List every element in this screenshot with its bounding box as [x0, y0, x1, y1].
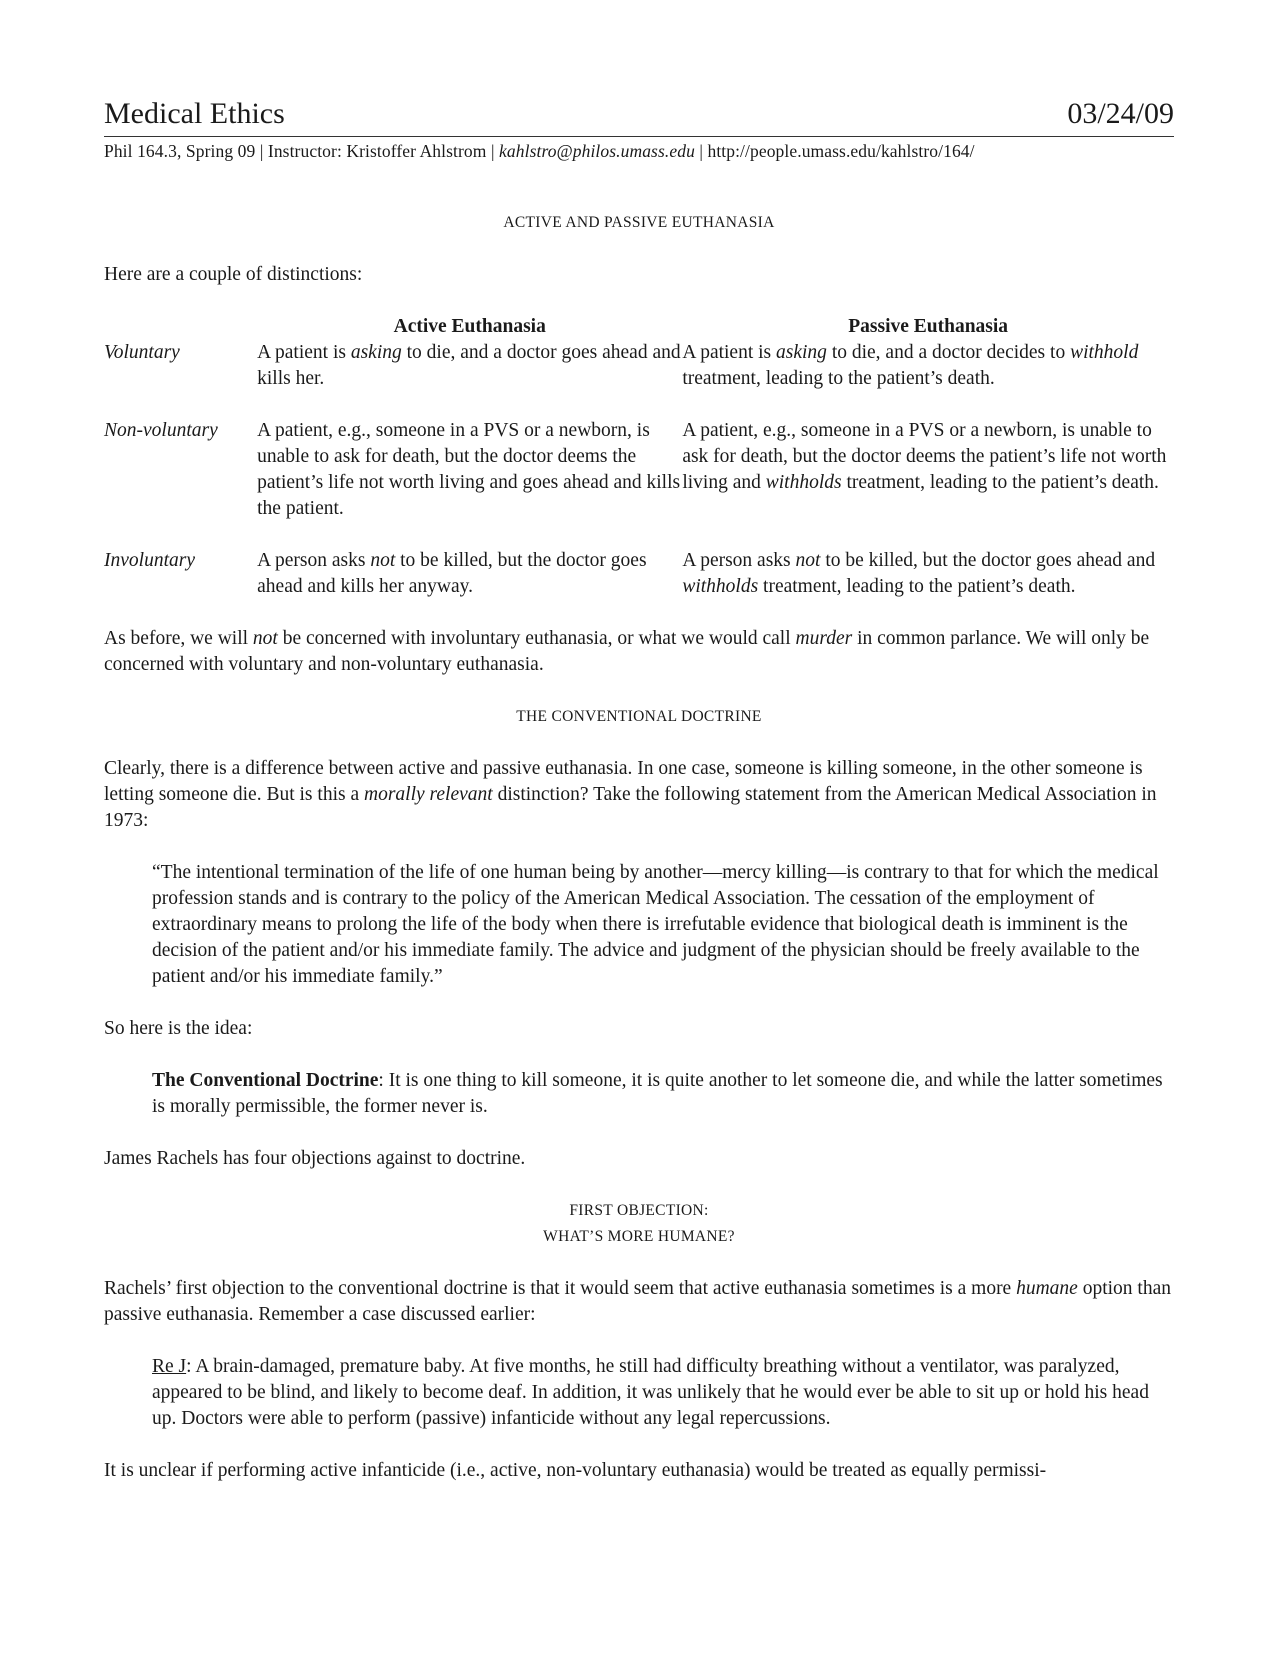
doctrine-term: The Conventional Doctrine [152, 1070, 379, 1091]
text-run: treatment, leading to the patient’s death. [841, 472, 1159, 493]
table-row-voluntary [104, 340, 1174, 392]
course-info-prefix: Phil 164.3, Spring 09 | Instructor: Kristoffer Ahlstrom | [104, 141, 500, 161]
table-header-row [104, 314, 1174, 340]
euthanasia-distinction-table [104, 314, 1174, 600]
table-spacer [104, 522, 1174, 548]
text-run: A patient is [682, 342, 777, 363]
page-header [104, 96, 1174, 162]
distinctions-intro: Here are a couple of distinctions: [104, 264, 363, 285]
case-re-j [152, 1354, 1174, 1432]
section-heading-conventional-doctrine: THE CONVENTIONAL DOCTRINE [516, 708, 762, 725]
row-label-voluntary: Voluntary [104, 342, 180, 363]
section-heading-more-humane: WHAT’S MORE HUMANE? [543, 1228, 735, 1245]
text-run: A patient is [257, 342, 351, 363]
table-corner [104, 314, 257, 340]
doctrine-definition [152, 1068, 1174, 1120]
cell-involuntary-active [257, 548, 682, 600]
emphasis: not [370, 550, 396, 571]
idea-intro: So here is the idea: [104, 1018, 253, 1039]
text-run: to be killed, but the doctor goes ahead and [820, 550, 1156, 571]
row-label-involuntary: Involuntary [104, 550, 195, 571]
cell-voluntary-passive [682, 340, 1174, 392]
text-run: be concerned with involuntary euthanasia, or what we would call [277, 628, 796, 649]
emphasis: not [252, 628, 278, 649]
col-header-passive: Passive Euthanasia [848, 316, 1009, 337]
emphasis: asking [776, 342, 827, 363]
text-run: to be killed, but the doctor goes ahead and kills her anyway. [257, 550, 647, 597]
course-info-suffix: | http://people.umass.edu/kahlstro/164/ [694, 141, 975, 161]
cell-non-voluntary-active: A patient, e.g., someone in a PVS or a newborn, is unable to ask for death, but the doctor deems the patient’s life not worth living and goes ahead and kills the patient. [257, 420, 681, 519]
text-run: A patient, e.g., someone in a PVS or a newborn, is unable to ask for death, but the doctor deems the patient’s life not worth living and [682, 420, 1167, 493]
text-run: A person asks [682, 550, 796, 571]
text-run: Rachels’ first objection to the conventional doctrine is that it would seem that active euthanasia sometimes is a more [104, 1278, 1017, 1299]
cell-involuntary-passive [682, 548, 1174, 600]
text-run: distinction? Take the following statement from the American Medical Association in 1973: [104, 784, 1157, 831]
emphasis: humane [1016, 1278, 1078, 1299]
instructor-email: kahlstro@philos.umass.edu [499, 141, 695, 161]
active-infanticide-paragraph: It is unclear if performing active infanticide (i.e., active, non-voluntary euthanasia) would be treated as equally permissi- [104, 1460, 1047, 1481]
emphasis: withholds [765, 472, 842, 493]
emphasis: asking [350, 342, 402, 363]
ama-quote: “The intentional termination of the life of one human being by another—mercy killing—is contrary to that for which the medical profession stands and is contrary to the policy of the American Medical Association. The cessation of the employment of extraordinary means to prolong the life of the body when there is irrefutable evidence that biological death is imminent is the decision of the patient and/or his immediate family. The advice and judgment of the physician should be freely available to the patient and/or his immediate family.” [152, 862, 1159, 987]
lecture-date: 03/24/09 [1067, 97, 1174, 130]
text-run: As before, we will [104, 628, 253, 649]
course-info [104, 141, 1174, 162]
document-body [104, 210, 1174, 1484]
text-run: in common parlance. We will only be concerned with voluntary and non-voluntary euthanasia. [104, 628, 1150, 675]
text-run: Clearly, there is a difference between active and passive euthanasia. In one case, someone is killing someone, in the other someone is letting someone die. But is this a [104, 758, 1143, 805]
text-run: to die, and a doctor decides to [826, 342, 1071, 363]
objections-intro: James Rachels has four objections against to doctrine. [104, 1148, 526, 1169]
emphasis: not [795, 550, 821, 571]
text-run: : A brain-damaged, premature baby. At five months, he still had difficulty breathing without a ventilator, was paralyzed, appeared to be blind, and likely to become deaf. In addition, it was unlikely that he would ever be able to sit up or hold his head up. Doctors were able to perform (passive) infanticide without any legal repercussions. [152, 1356, 1149, 1429]
case-label: Re J [152, 1356, 187, 1377]
text-run: treatment, leading to the patient’s death. [682, 368, 995, 389]
emphasis: murder [795, 628, 853, 649]
cell-voluntary-active [257, 340, 682, 392]
first-objection-paragraph [104, 1276, 1174, 1328]
involuntary-exclusion-paragraph [104, 626, 1174, 678]
cell-non-voluntary-passive [682, 418, 1174, 522]
text-run: option than passive euthanasia. Remember a case discussed earlier: [104, 1278, 1172, 1325]
emphasis: withholds [682, 576, 759, 597]
header-rule [104, 136, 1174, 137]
text-run: A person asks [257, 550, 371, 571]
text-run: : It is one thing to kill someone, it is quite another to let someone die, and while the latter sometimes is morally permissible, the former never is. [152, 1070, 1163, 1117]
section-heading-active-passive: ACTIVE AND PASSIVE EUTHANASIA [503, 214, 775, 231]
emphasis: morally relevant [363, 784, 493, 805]
doctrine-intro-paragraph [104, 756, 1174, 834]
text-run: to die, and a doctor goes ahead and kills her. [257, 342, 681, 389]
header-top-line [104, 96, 1174, 132]
table-row-involuntary [104, 548, 1174, 600]
col-header-active: Active Euthanasia [393, 316, 546, 337]
table-row-non-voluntary [104, 418, 1174, 522]
emphasis: withhold [1070, 342, 1139, 363]
section-heading-first-objection: FIRST OBJECTION: [569, 1202, 709, 1219]
row-label-non-voluntary: Non-voluntary [104, 420, 218, 441]
course-title: Medical Ethics [104, 97, 285, 130]
table-spacer [104, 392, 1174, 418]
text-run: treatment, leading to the patient’s death. [758, 576, 1076, 597]
